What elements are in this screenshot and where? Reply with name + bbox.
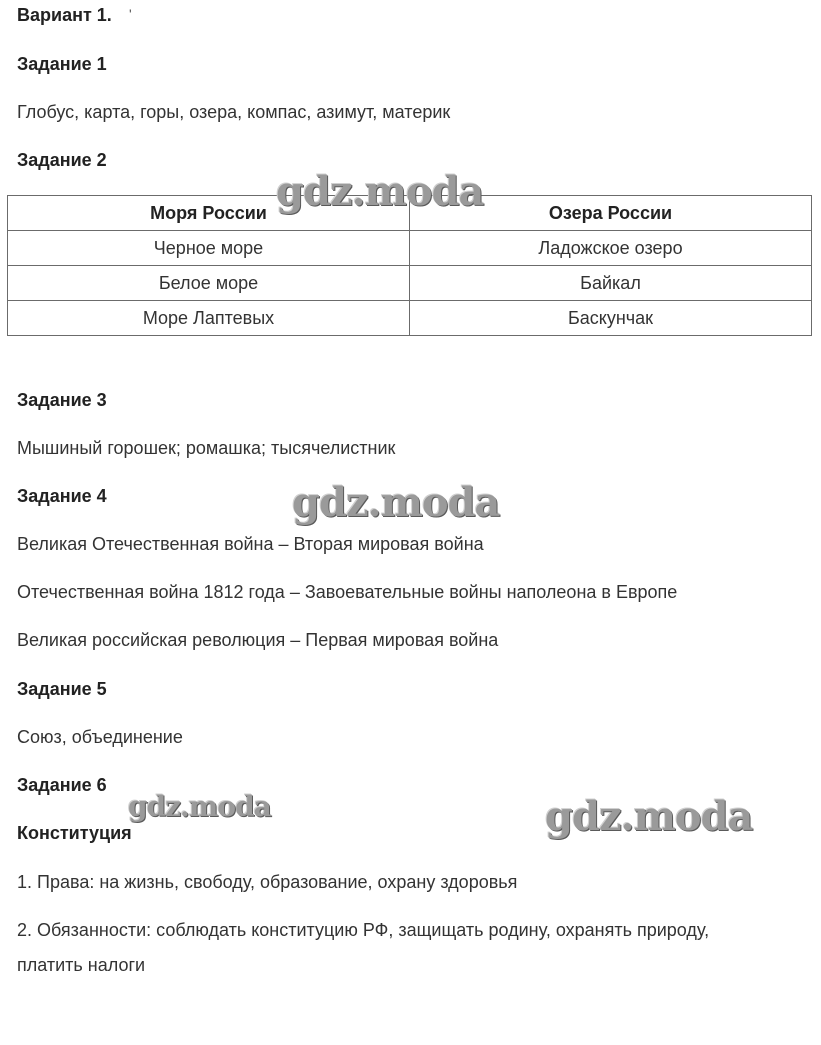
table-cell: Ладожское озеро (410, 231, 812, 266)
watermark-logo: gdz.moda (292, 479, 500, 526)
task-5-answer: Союз, объединение (17, 727, 183, 747)
variant-title: Вариант 1. (17, 5, 112, 25)
table-row (8, 301, 812, 336)
task-6-line-3: платить налоги (17, 955, 146, 975)
table-cell: Черное море (8, 231, 410, 266)
table-cell: Байкал (410, 266, 812, 301)
task-4-line-3: Великая российская революция – Первая мировая война (17, 630, 499, 650)
task-4-line-1: Великая Отечественная война – Вторая мировая война (17, 534, 484, 554)
table-header-lakes: Озера России (410, 196, 812, 231)
table-cell: Море Лаптевых (8, 301, 410, 336)
watermark-logo: gdz.moda (128, 790, 271, 823)
table-row (8, 266, 812, 301)
table-cell: Баскунчак (410, 301, 812, 336)
task-6-subheading: Конституция (17, 823, 132, 843)
variant-mark: ' (129, 6, 132, 22)
task-1-heading: Задание 1 (17, 54, 107, 74)
task-3-answer: Мышиный горошек; ромашка; тысячелистник (17, 438, 396, 458)
task-3-heading: Задание 3 (17, 390, 107, 410)
seas-lakes-table (7, 195, 812, 336)
task-4-line-2: Отечественная война 1812 года – Завоевательные войны наполеона в Европе (17, 582, 678, 602)
table-row (8, 231, 812, 266)
table-header-seas: Моря России (8, 196, 410, 231)
watermark-logo: gdz.moda (545, 793, 753, 840)
task-2-heading: Задание 2 (17, 150, 107, 170)
task-6-line-2: 2. Обязанности: соблюдать конституцию РФ, защищать родину, охранять природу, (17, 920, 710, 940)
task-6-line-1: 1. Права: на жизнь, свободу, образование, охрану здоровья (17, 872, 518, 892)
task-6-heading: Задание 6 (17, 775, 107, 795)
table-cell: Белое море (8, 266, 410, 301)
task-1-answer: Глобус, карта, горы, озера, компас, азимут, материк (17, 102, 451, 122)
task-4-heading: Задание 4 (17, 486, 107, 506)
watermark-logo: gdz.moda (276, 168, 484, 215)
task-5-heading: Задание 5 (17, 679, 107, 699)
